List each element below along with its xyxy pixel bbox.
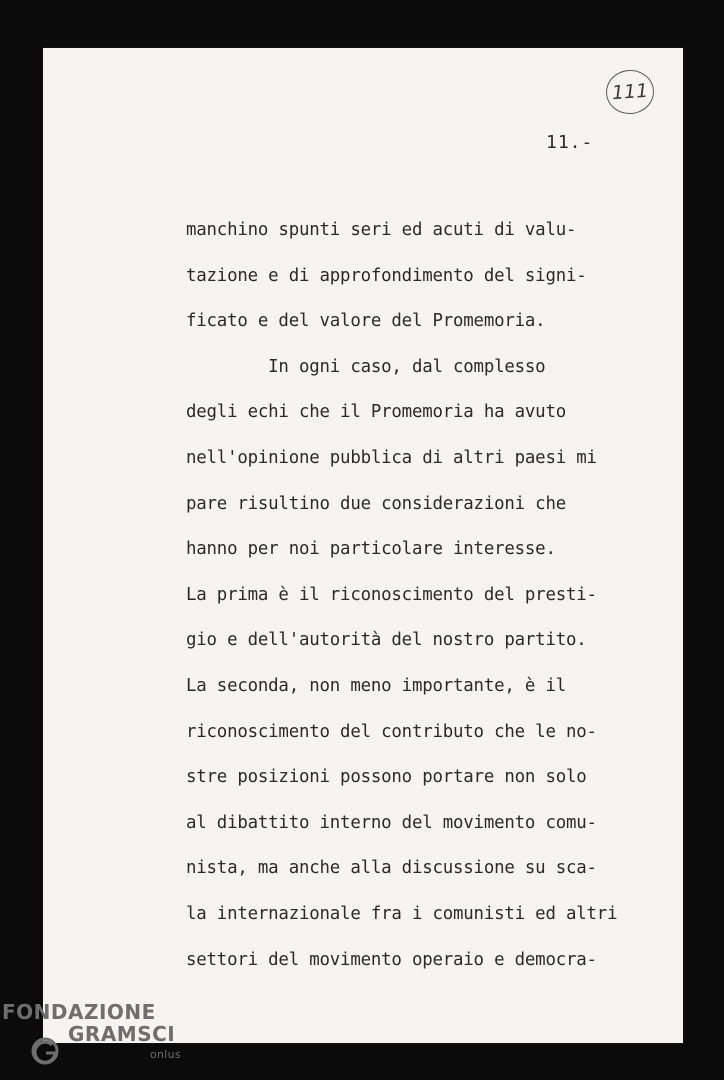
text-line: riconoscimento del contributo che le no- [186,721,597,742]
foundation-watermark [2,1000,202,1076]
text-line: nista, ma anche alla discussione su sca- [186,858,597,879]
text-line: pare risultino due considerazioni che [186,493,566,514]
text-line: gio e dell'autorità del nostro partito. [186,630,587,651]
text-line: ficato e del valore del Promemoria. [186,311,546,332]
watermark-line-3: onlus [150,1048,181,1061]
text-line: tazione e di approfondimento del signi- [186,265,587,286]
text-line: settori del movimento operaio e democra- [186,949,597,970]
typed-text-body [186,208,683,983]
text-line: la internazionale fra i comunisti ed altri [186,903,618,924]
watermark-line-2: GRAMSCI [68,1022,176,1046]
text-line: In ogni caso, dal complesso [186,356,546,377]
text-line: manchino spunti seri ed acuti di valu- [186,220,577,240]
text-line: al dibattito interno del movimento comu- [186,812,597,833]
page-number: 11.- [546,132,594,153]
document-page [43,48,683,1043]
text-line: nell'opinione pubblica di altri paesi mi [186,447,597,468]
text-line: La prima è il riconoscimento del presti- [186,584,597,605]
watermark-line-1: FONDAZIONE [2,1000,156,1024]
text-line: hanno per noi particolare interesse. [186,539,556,560]
text-line: degli echi che il Promemoria ha avuto [186,402,566,423]
archive-number-stamp: 111 [605,68,656,115]
text-line: La seconda, non meno importante, è il [186,675,566,696]
gramsci-logo-icon [30,1036,60,1066]
text-line: stre posizioni possono portare non solo [186,767,587,788]
